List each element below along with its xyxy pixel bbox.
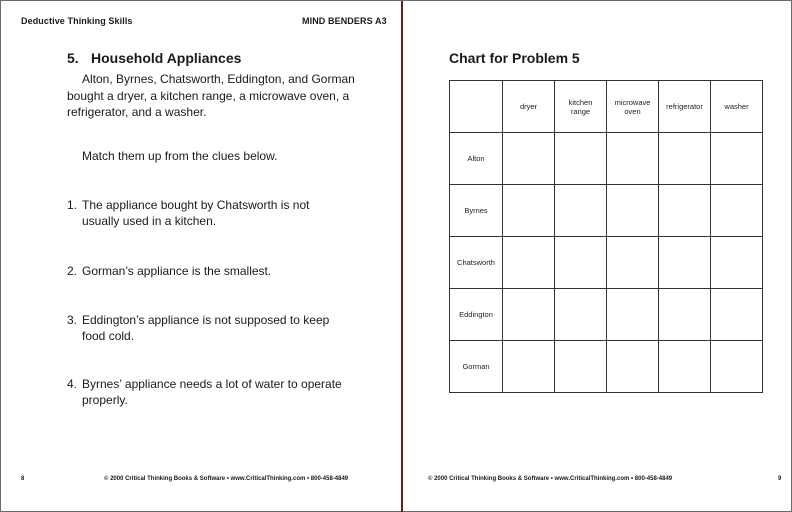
column-header-kitchen-range: kitchen range [555, 81, 607, 133]
column-header-microwave-oven: microwave oven [607, 81, 659, 133]
grid-row-alton [450, 133, 763, 185]
grid-cell[interactable] [711, 237, 763, 289]
copyright-footer-right: © 2000 Critical Thinking Books & Software • www.CriticalThinking.com • 800-458-4849 [428, 476, 673, 482]
grid-cell[interactable] [607, 237, 659, 289]
problem-instruction: Match them up from the clues below. [82, 149, 278, 163]
row-header-eddington: Eddington [450, 289, 503, 341]
grid-row-chatsworth [450, 237, 763, 289]
grid-cell[interactable] [555, 133, 607, 185]
row-header-gorman: Gorman [450, 341, 503, 393]
column-header-washer: washer [711, 81, 763, 133]
grid-cell[interactable] [555, 289, 607, 341]
problem-intro: Alton, Byrnes, Chatsworth, Eddington, and Gorman bought a dryer, a kitchen range, a microwave oven, a refrigerator, and a washer. [67, 72, 355, 119]
page-number-left: 8 [21, 476, 25, 482]
grid-cell[interactable] [711, 185, 763, 237]
grid-cell[interactable] [555, 185, 607, 237]
grid-cell[interactable] [503, 289, 555, 341]
column-header-dryer: dryer [503, 81, 555, 133]
logic-grid [449, 80, 763, 393]
problem-title [67, 50, 241, 66]
left-page [1, 1, 401, 511]
grid-cell[interactable] [711, 133, 763, 185]
grid-row-eddington [450, 289, 763, 341]
column-header-refrigerator: refrigerator [659, 81, 711, 133]
grid-cell[interactable] [607, 133, 659, 185]
row-header-alton: Alton [450, 133, 503, 185]
problem-number: 5. [67, 50, 79, 66]
grid-row-gorman [450, 341, 763, 393]
series-header: MIND BENDERS A3 [302, 16, 387, 26]
clue-item [67, 263, 347, 279]
clue-item [67, 376, 347, 408]
grid-cell[interactable] [659, 237, 711, 289]
grid-row-byrnes [450, 185, 763, 237]
book-header: Deductive Thinking Skills [21, 16, 133, 26]
clue-number: 1. [67, 198, 78, 212]
grid-cell[interactable] [503, 341, 555, 393]
copyright-footer-left: © 2000 Critical Thinking Books & Software • www.CriticalThinking.com • 800-458-4849 [104, 476, 349, 482]
grid-cell[interactable] [503, 185, 555, 237]
grid-cell[interactable] [659, 289, 711, 341]
grid-cell[interactable] [659, 133, 711, 185]
grid-cell[interactable] [607, 289, 659, 341]
grid-cell[interactable] [711, 341, 763, 393]
grid-cell[interactable] [659, 341, 711, 393]
grid-cell[interactable] [607, 185, 659, 237]
grid-cell[interactable] [503, 237, 555, 289]
clue-number: 4. [67, 377, 78, 391]
row-header-chatsworth: Chatsworth [450, 237, 503, 289]
chart-title: Chart for Problem 5 [449, 50, 580, 66]
row-header-byrnes: Byrnes [450, 185, 503, 237]
grid-cell[interactable] [555, 237, 607, 289]
grid-cell[interactable] [555, 341, 607, 393]
grid-cell[interactable] [711, 289, 763, 341]
grid-cell[interactable] [503, 133, 555, 185]
grid-corner [450, 81, 503, 133]
clue-text: The appliance bought by Chatsworth is not usually used in a kitchen. [82, 198, 310, 228]
problem-title-text: Household Appliances [91, 50, 242, 66]
grid-cell[interactable] [607, 341, 659, 393]
clue-item [67, 312, 347, 344]
clue-text: Byrnes’ appliance needs a lot of water to operate properly. [82, 377, 342, 407]
clue-text: Eddington’s appliance is not supposed to keep food cold. [82, 313, 330, 343]
right-page [403, 1, 792, 511]
clue-text: Gorman’s appliance is the smallest. [82, 264, 272, 278]
clue-number: 2. [67, 264, 78, 278]
grid-header-row [450, 81, 763, 133]
clue-item [67, 197, 347, 229]
clue-number: 3. [67, 313, 78, 327]
grid-cell[interactable] [659, 185, 711, 237]
page-number-right: 9 [778, 476, 782, 482]
